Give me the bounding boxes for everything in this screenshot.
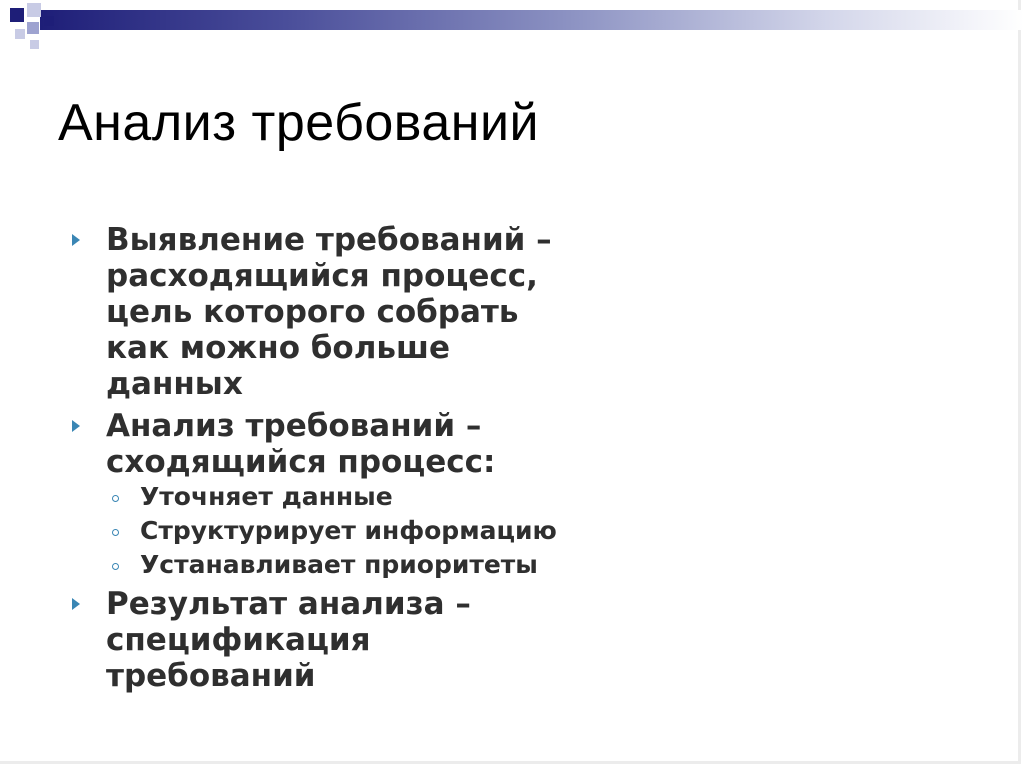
decor-square (44, 16, 54, 26)
decor-square (27, 3, 41, 17)
triangle-right-icon (72, 420, 80, 432)
item-line: данных (106, 366, 243, 402)
triangle-right-icon (72, 598, 80, 610)
sub-item-text: Структурирует информацию (140, 516, 557, 545)
decor-square (15, 29, 25, 39)
circle-outline-icon (112, 563, 119, 570)
circle-outline-icon (112, 529, 119, 536)
decor-square (10, 8, 24, 22)
item-line: Анализ требований – (106, 408, 482, 444)
sub-item-text: Устанавливает приоритеты (140, 550, 538, 579)
sub-list-item (72, 480, 712, 514)
slide-title: Анализ требований (58, 94, 540, 152)
bullet-list (72, 222, 712, 694)
sub-list-item (72, 514, 712, 548)
item-line: спецификация (106, 622, 371, 658)
item-line: цель которого собрать (106, 294, 519, 330)
sub-item-text: Уточняет данные (140, 482, 393, 511)
list-item (72, 222, 712, 402)
item-line: сходящийся процесс: (106, 444, 496, 480)
item-line: Выявление требований – (106, 222, 552, 258)
header-gradient-bar (40, 10, 1024, 30)
item-line: требований (106, 658, 316, 694)
list-item (72, 586, 712, 694)
triangle-right-icon (72, 234, 80, 246)
decor-square (27, 22, 39, 34)
item-line: расходящийся процесс, (106, 258, 538, 294)
item-line: Результат анализа – (106, 586, 471, 622)
circle-outline-icon (112, 495, 119, 502)
list-item (72, 408, 712, 480)
decor-square (30, 40, 39, 49)
sub-list-item (72, 548, 712, 582)
item-line: как можно больше (106, 330, 450, 366)
